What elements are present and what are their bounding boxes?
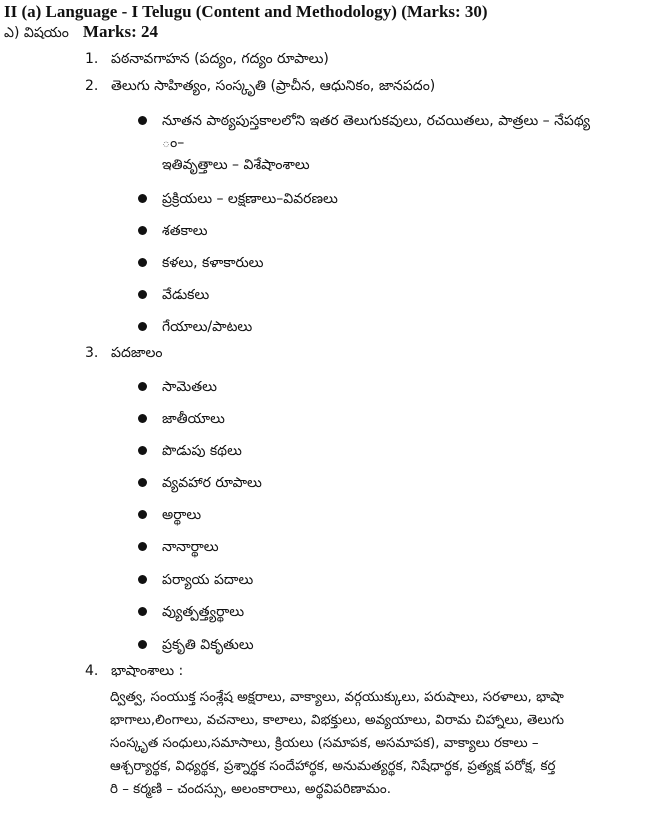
paragraph-line: ద్విత్వ, సంయుక్త సంశ్లేష అక్షరాలు, వాక్యాలు, వర్గయుక్కులు, పరుషాలు, సరళాలు, భాషా (110, 690, 564, 705)
list-number: 3. (85, 345, 99, 361)
bullet-text: పర్యాయ పదాలు (162, 572, 254, 588)
bullet-icon (138, 258, 147, 267)
list-number: 1. (85, 51, 99, 67)
bullet-text: వేడుకలు (162, 287, 210, 303)
paragraph-line: సంస్కృత సంధులు,సమాసాలు, క్రియలు (సమాపక, అసమాపక), వాక్యాలు రకాలు – (110, 736, 539, 751)
bullet-line: నూతన పాఠ్యపుస్తకాలలోని ఇతర తెలుగుకవులు, రచయితలు, పాత్రలు – నేపథ్య (162, 113, 591, 129)
bullet-line: ఇతివృత్తాలు – విశేషాంశాలు (162, 157, 310, 173)
bullet-icon (138, 116, 147, 125)
bullet-icon (138, 194, 147, 203)
list-item-3 (85, 342, 163, 364)
bullet-text: ప్రక్రియలు – లక్షణాలు–వివరణలు (162, 191, 338, 207)
bullet-text: గేయాలు/పాటలు (162, 319, 253, 335)
bullet-icon (138, 510, 147, 519)
bullet-line: ం– (162, 135, 185, 151)
bullet-text: కళలు, కళాకారులు (162, 255, 264, 271)
bullet-text (162, 110, 590, 176)
bullet-text: సామెతలు (162, 379, 217, 395)
list-item-text: భాషాంశాలు : (111, 663, 184, 679)
bullet-icon (138, 640, 147, 649)
bullet-icon (138, 414, 147, 423)
bullet-icon (138, 575, 147, 584)
bullet-text: శతకాలు (162, 223, 208, 239)
bullet-text: వ్యుత్పత్త్యర్థాలు (162, 604, 245, 620)
list-number: 4. (85, 663, 99, 679)
section-label: ఎ) విషయం (4, 25, 69, 41)
paragraph-line: రి – కర్మణి – చందస్సు, అలంకారాలు, అర్థవిపరిణామం. (110, 782, 391, 797)
page-heading: II (a) Language - I Telugu (Content and Methodology) (Marks: 30) (4, 2, 488, 21)
bullet-text: అర్థాలు (162, 507, 202, 523)
grammar-topics-paragraph (110, 686, 655, 801)
bullet-icon (138, 382, 147, 391)
bullet-icon (138, 290, 147, 299)
list-item-4 (85, 660, 183, 682)
bullet-icon (138, 446, 147, 455)
section-heading (4, 21, 158, 44)
list-item-text: పదజాలం (111, 345, 163, 361)
section-marks: Marks: 24 (82, 22, 158, 41)
bullet-text: ప్రకృతి వికృతులు (162, 637, 254, 653)
bullet-text: పొడుపు కథలు (162, 443, 242, 459)
paragraph-line: భాగాలు,లింగాలు, వచనాలు, కాలాలు, విభక్తులు, అవ్యయాలు, విరామ చిహ్నాలు, తెలుగు (110, 713, 564, 728)
bullet-text: జాతీయాలు (162, 411, 225, 427)
bullet-icon (138, 478, 147, 487)
list-item-text: పఠనావగాహన (పద్యం, గద్యం రూపాలు) (111, 51, 329, 67)
bullet-icon (138, 542, 147, 551)
list-item-1 (85, 48, 329, 70)
bullet-icon (138, 607, 147, 616)
bullet-icon (138, 322, 147, 331)
bullet-text: వ్యవహార రూపాలు (162, 475, 262, 491)
paragraph-line: ఆశ్చర్యార్థక, విధ్యర్థక, ప్రశ్నార్థక సందేహార్థక, అనుమత్యర్థక, నిషేధార్థక, ప్రత్యక్ష పరోక్ష, కర్త (110, 759, 556, 774)
bullet-icon (138, 226, 147, 235)
bullet-text: నానార్థాలు (162, 539, 219, 555)
list-number: 2. (85, 78, 99, 94)
list-item-2 (85, 75, 435, 97)
list-item-text: తెలుగు సాహిత్యం, సంస్కృతి (ప్రాచీన, ఆధునికం, జానపదం) (111, 78, 436, 94)
